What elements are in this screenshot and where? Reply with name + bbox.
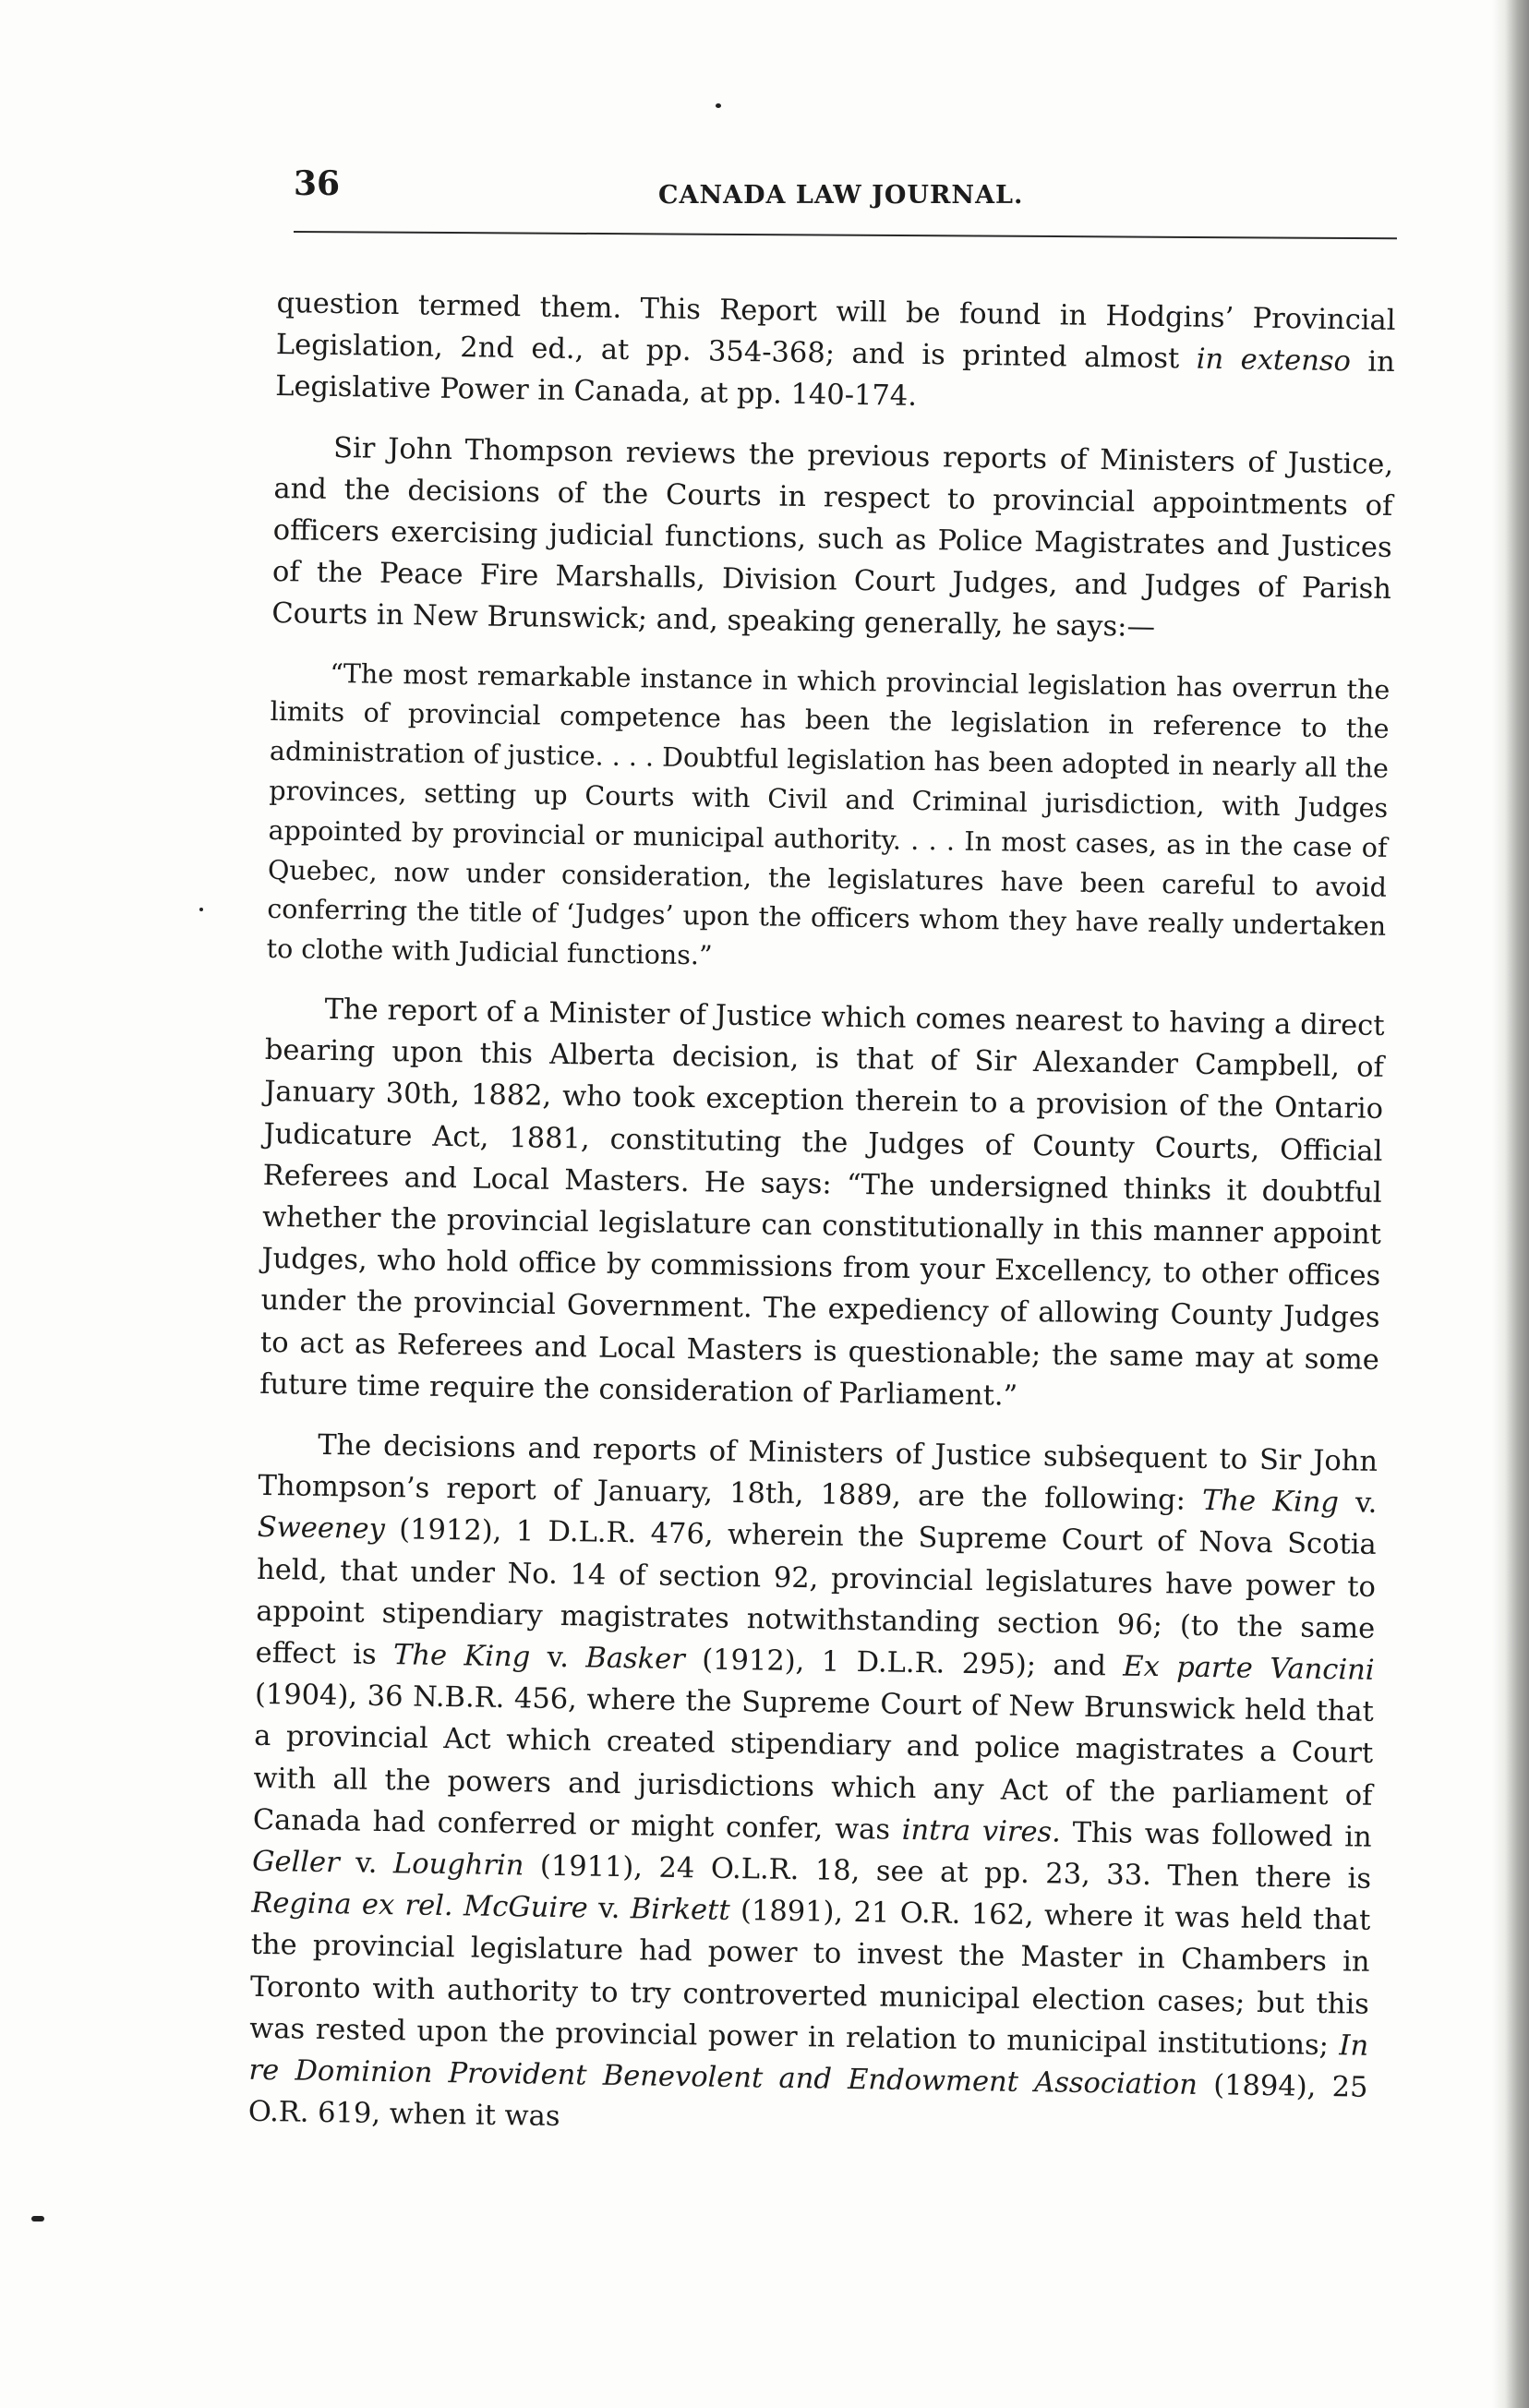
running-head: CANADA LAW JOURNAL. — [658, 181, 1024, 210]
text-run: v. — [587, 1892, 632, 1926]
quoted-paragraph — [266, 654, 1390, 987]
italic-citation: The King — [392, 1639, 531, 1674]
italic-citation: intra vires. — [901, 1813, 1062, 1849]
header-rule — [294, 231, 1397, 239]
text-run: This was followed in — [1060, 1816, 1372, 1854]
text-run: The report of a Minister of Justice which comes nearest to having a direct bearing upon this Alberta decision, is that of Sir Alexander Campbell, of January 30th, 1882, who took exception therein to a provision of the Ontario Judicature Act, 1881, constituting the Judges of County Courts, Official Referees and Local Masters. He says: “The undersigned thinks it doubtful whether the provincial legislature can constitutionally in this manner appoint Judges, who hold office by commissions from your Excellency, to other offices under the provincial Government. The expediency of allowing County Judges to act as Referees and Local Masters is questionable; the same may at some future time require the consideration of Parliament.” — [259, 993, 1385, 1413]
text-run: (1894), 25 O.R. 619, when it was — [247, 2068, 1368, 2134]
text-run: The decisions and reports of Ministers of Justice subsequent to Sir John Thompson’s report of January, 18th, 1889, are the following: — [258, 1428, 1379, 1518]
paragraph — [248, 1424, 1379, 2150]
page-number: 36 — [294, 164, 341, 203]
italic-citation: Regina ex rel. McGuire — [251, 1887, 589, 1925]
text-run: (1891), 21 O.R. 162, where it was held that the provincial legislature had power to invest the Master in Chambers in Toronto with authority to try controverted municipal election cases; but this was rested upon the provincial power in relation to municipal institutions; — [249, 1895, 1371, 2063]
italic-citation: Sweeney — [257, 1511, 386, 1547]
italic-citation: Basker — [585, 1642, 686, 1677]
text-run: v. — [529, 1641, 586, 1675]
italic-citation: Geller — [251, 1845, 340, 1880]
text-run: v. — [1338, 1487, 1378, 1521]
italic-citation: in extenso — [1196, 343, 1352, 379]
scan-speck — [716, 103, 721, 108]
text-run: (1912), 1 D.L.R. 476, wherein the Supreme Court of Nova Scotia held, that under No. 14 of section 92, provincial legislatures have power to appoint stipendiary magistrates notwithstanding section 96; (to the same effect is — [255, 1513, 1377, 1672]
page-header — [294, 164, 1402, 229]
scan-speck — [31, 2216, 44, 2221]
italic-citation: In re Dominion Provident Benevolent and Endowment Association — [248, 2029, 1369, 2101]
page-edge-shadow — [1492, 0, 1529, 2408]
body-text — [248, 283, 1396, 2150]
italic-citation: Ex parte Vancini — [1123, 1650, 1375, 1687]
text-run: “The most remarkable instance in which provincial legislation has overrun the limits of provincial competence has been the legislation in reference to the administration of justice. . . . Doubtful legislation has been adopted in nearly all the provinces, setting up Courts with Civil and Criminal jurisdiction, with Judges appointed by provincial or municipal authority. . . . In most cases, as in the case of Quebec, now under consideration, the legislatures have been careful to avoid conferring the title of ‘Judges’ upon the officers whom they have really undertaken to clothe with Judicial functions.” — [266, 657, 1391, 971]
text-run: question termed them. This Report will be found in Hodgins’ Provincial Legislation, 2nd ed., at pp. 354-368; and is printed almost — [275, 286, 1396, 376]
paragraph — [271, 427, 1393, 653]
text-run: (1912), 1 D.L.R. 295); and — [684, 1643, 1124, 1683]
paragraph — [275, 283, 1396, 426]
text-run: (1911), 24 O.L.R. 18, see at pp. 23, 33. Then there is — [524, 1849, 1372, 1896]
italic-citation: Birkett — [630, 1893, 730, 1928]
text-run: (1904), 36 N.B.R. 456, where the Supreme Court of New Brunswick held that a provincial Act which created stipendiary and police magistrates a Court with all the powers and jurisdictions which any Act of the parliament of Canada had conferred or might confer, was — [252, 1679, 1375, 1847]
scan-speck — [199, 908, 203, 911]
italic-citation: The King — [1201, 1485, 1340, 1520]
paragraph — [259, 988, 1385, 1423]
text-run: v. — [339, 1847, 394, 1881]
text-run: in Legislative Power in Canada, at pp. 140-174. — [274, 345, 1396, 414]
text-run: Sir John Thompson reviews the previous reports of Ministers of Justice, and the decisions of the Courts in respect to provincial appointments of officers exercising judicial functions, such as Police Magistrates and Justices of the Peace Fire Marshalls, Division Court Judges, and Judges of Parish Courts in New Brunswick; and, speaking generally, he says:— — [271, 431, 1394, 644]
italic-citation: Loughrin — [392, 1848, 524, 1883]
